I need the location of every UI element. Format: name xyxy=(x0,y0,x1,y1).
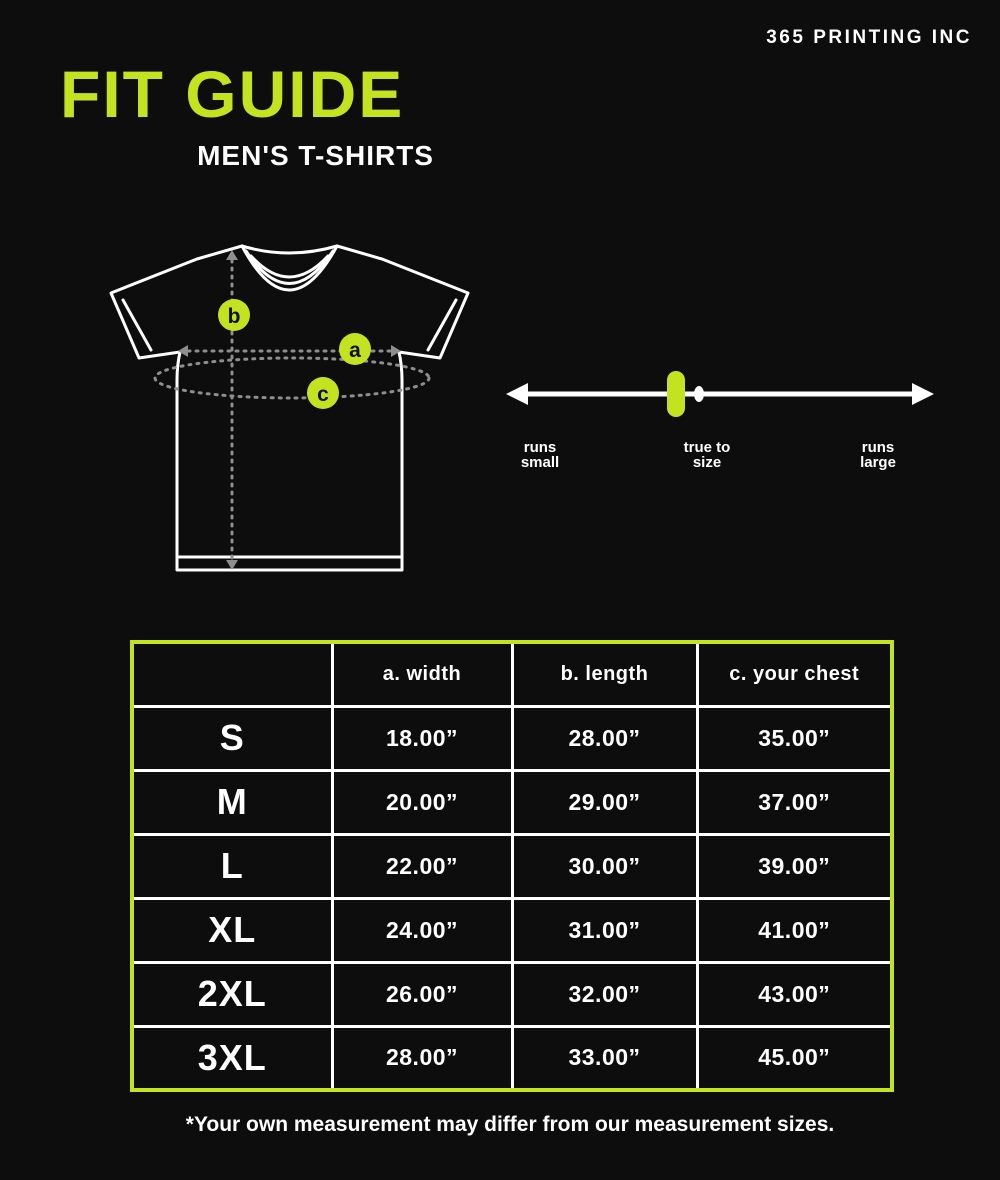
page-subtitle: MEN'S T-SHIRTS xyxy=(197,140,434,171)
page-title: FIT GUIDE xyxy=(60,57,405,131)
scale-arrow-left-icon xyxy=(506,383,528,405)
marker-c-letter: c xyxy=(317,383,329,406)
marker-a xyxy=(339,333,371,365)
width-cell: 24.00” xyxy=(332,898,512,962)
chest-cell: 35.00” xyxy=(697,706,892,770)
label-runs-large-line2: large xyxy=(860,454,896,471)
column-header-length: b. length xyxy=(512,642,697,706)
table-row-3xl xyxy=(132,1026,892,1090)
tshirt-outline xyxy=(111,246,468,570)
label-runs-large xyxy=(860,440,896,470)
fit-scale-graphic xyxy=(500,360,940,430)
table-corner-cell xyxy=(132,642,332,706)
chest-cell: 45.00” xyxy=(697,1026,892,1090)
size-cell: 2XL xyxy=(132,962,332,1026)
length-cell: 33.00” xyxy=(512,1026,697,1090)
length-cell: 29.00” xyxy=(512,770,697,834)
length-cell: 31.00” xyxy=(512,898,697,962)
length-cell: 32.00” xyxy=(512,962,697,1026)
label-runs-large-line1: runs xyxy=(861,439,895,456)
chest-cell: 39.00” xyxy=(697,834,892,898)
size-cell: M xyxy=(132,770,332,834)
brand-text: 365 PRINTING INC xyxy=(766,27,972,48)
width-cell: 18.00” xyxy=(332,706,512,770)
width-cell: 20.00” xyxy=(332,770,512,834)
label-true-to-size-line1: true to xyxy=(683,439,731,456)
label-runs-small-line2: small xyxy=(520,454,560,471)
label-runs-small xyxy=(521,440,559,470)
marker-b-letter: b xyxy=(227,305,241,328)
size-cell: L xyxy=(132,834,332,898)
measurement-disclaimer: *Your own measurement may differ from our measurement sizes. xyxy=(185,1113,835,1136)
chest-cell: 41.00” xyxy=(697,898,892,962)
scale-tick-dot xyxy=(694,386,704,402)
size-table xyxy=(130,640,894,1092)
size-cell: 3XL xyxy=(132,1026,332,1090)
table-row-s xyxy=(132,706,892,770)
scale-arrow-right-icon xyxy=(912,383,934,405)
width-cell: 22.00” xyxy=(332,834,512,898)
table-header-row xyxy=(132,642,892,706)
label-true-to-size xyxy=(684,440,731,470)
fit-indicator-pill xyxy=(667,371,685,417)
chest-cell: 43.00” xyxy=(697,962,892,1026)
marker-c xyxy=(307,377,339,409)
table-row-l xyxy=(132,834,892,898)
table-row-m xyxy=(132,770,892,834)
size-cell: S xyxy=(132,706,332,770)
table-row-2xl xyxy=(132,962,892,1026)
width-cell: 28.00” xyxy=(332,1026,512,1090)
collar-middle-arc xyxy=(246,251,333,284)
column-header-chest: c. your chest xyxy=(697,642,892,706)
width-cell: 26.00” xyxy=(332,962,512,1026)
length-cell: 28.00” xyxy=(512,706,697,770)
size-cell: XL xyxy=(132,898,332,962)
label-runs-small-line1: runs xyxy=(523,439,557,456)
left-cuff-seam xyxy=(123,300,151,350)
right-cuff-seam xyxy=(428,300,456,350)
table-row-xl xyxy=(132,898,892,962)
chest-cell: 37.00” xyxy=(697,770,892,834)
chest-measure-ellipse xyxy=(155,358,429,398)
marker-a-letter: a xyxy=(349,339,361,362)
column-header-width: a. width xyxy=(332,642,512,706)
marker-b xyxy=(218,299,250,331)
label-true-to-size-line2: size xyxy=(692,454,722,471)
fit-scale xyxy=(500,360,940,490)
tshirt-measurement-diagram xyxy=(90,230,490,590)
length-cell: 30.00” xyxy=(512,834,697,898)
